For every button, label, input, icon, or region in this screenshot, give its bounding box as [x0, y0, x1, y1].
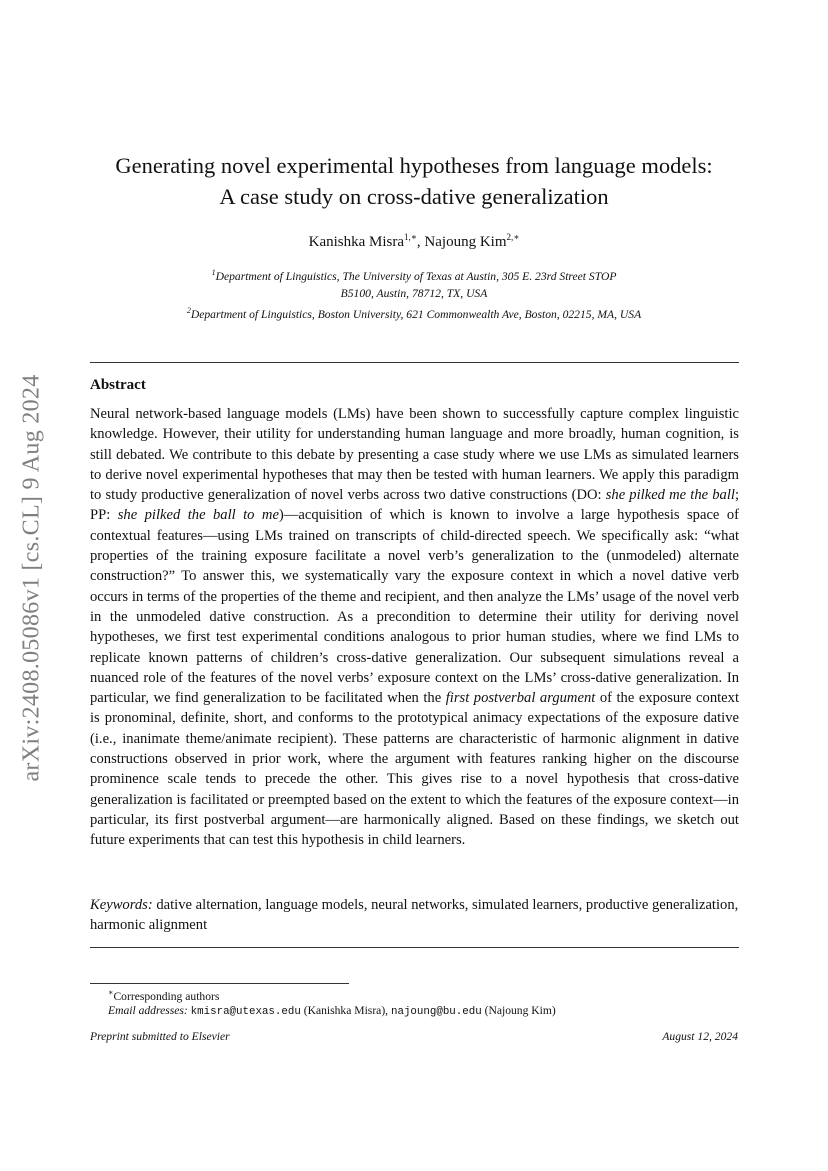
affiliation-1-mark: 1 — [211, 268, 216, 277]
keywords-list: dative alternation, language models, neural networks, simulated learners, productive generalization, harmonic alignment — [90, 897, 739, 934]
affiliations — [100, 264, 728, 323]
paper-title — [80, 150, 748, 212]
footnote-corresponding — [108, 988, 219, 1003]
footnote-rule — [90, 983, 349, 984]
emphasis-first-postverbal: first postverbal argument — [445, 690, 596, 707]
abstract-part-1: Neural network-based language models (LMs) have been shown to successfully capture complex linguistic knowledge. However, their utility for understanding human language and more broadly, human cognition, is still debated. We contribute to this debate by presenting a case study where we use LMs as simulated learners to derive novel experimental hypotheses that may then be tested with human learners. We apply this paradigm to study productive generalization of novel verbs across two dative constructions (DO: — [90, 406, 739, 504]
pp-example: she pilked the ball to me — [117, 507, 279, 524]
email-link-2[interactable]: najoung@bu.edu — [390, 1006, 482, 1018]
affiliation-1 — [100, 264, 728, 285]
do-example: she pilked me the ball — [605, 487, 735, 504]
abstract-part-4: of the exposure context is pronominal, definite, short, and conforms to the prototypical animacy expectations of the exposure dative (i.e., inanimate theme/animate recipient). These patterns are characteristic of harmonic alignment in dative constructions observed in prior work, where the argument with features ranking higher on the discourse prominence scale tends to precede the other. This gives rise to a novel hypothesis that cross-dative generalization is facilitated or preempted based on the extent to which the features of the exposure context—in particular, its first postverbal argument—are harmonically aligned. Based on these findings, we sketch out future experiments that can test this hypothesis in child learners. — [90, 690, 740, 849]
top-rule — [90, 362, 739, 363]
footnote-star: ∗ — [108, 988, 114, 997]
arxiv-watermark — [10, 365, 54, 790]
author-separator: , — [416, 234, 425, 250]
author-list — [80, 232, 748, 251]
preprint-note: Preprint submitted to Elsevier — [90, 1030, 230, 1043]
email-name-1: (Kanishka Misra), — [300, 1004, 391, 1017]
footnote-corresponding-text: Corresponding authors — [113, 989, 220, 1003]
abstract-body — [90, 404, 739, 851]
affiliation-2 — [100, 302, 728, 323]
keywords — [90, 895, 739, 936]
email-name-2: (Najoung Kim) — [481, 1004, 556, 1017]
title-line-2: A case study on cross-dative generalization — [219, 184, 609, 209]
email-link-1[interactable]: kmisra@utexas.edu — [190, 1006, 301, 1018]
author-1: Kanishka Misra — [308, 234, 405, 250]
affiliation-1-line-2: B5100, Austin, 78712, TX, USA — [340, 286, 488, 300]
abstract-part-3: )—acquisition of which is known to involve a large hypothesis space of contextual features—using LMs trained on transcripts of child-directed speech. We specifically ask: “what properties of the training exposure facilitate a novel verb’s generalization to the (unmodeled) alternate construction?” To answer this, we systematically vary the exposure context in which a novel dative verb occurs in terms of the properties of the theme and recipient, and then analyze the LMs’ usage of the novel verb in the unmodeled dative construction. As a precondition to determine their utility for deriving novel hypotheses, we first test experimental conditions analogous to prior human studies, where we find LMs to replicate known patterns of children’s cross-dative generalization. Our subsequent simulations reveal a nuanced role of the features of the novel verbs’ exposure context on the LMs’ cross-dative generalization. In particular, we find generalization to be facilitated when the — [90, 507, 739, 707]
title-line-1: Generating novel experimental hypotheses from language models: — [115, 153, 713, 178]
arxiv-id: arXiv:2408.05086v1 [cs.CL] 9 Aug 2024 — [18, 373, 45, 782]
keywords-label: Keywords: — [90, 897, 153, 913]
author-2-affil-mark: 2,∗ — [506, 232, 520, 242]
author-1-affil-mark: 1,∗ — [404, 232, 417, 242]
affiliation-1-line-1: Department of Linguistics, The University of Texas at Austin, 305 E. 23rd Street STOP — [215, 269, 617, 283]
email-label: Email addresses: — [108, 1004, 188, 1017]
author-2: Najoung Kim — [424, 234, 507, 250]
footnote-emails — [108, 1004, 556, 1018]
preprint-date: August 12, 2024 — [662, 1030, 738, 1043]
affiliation-2-mark: 2 — [186, 305, 191, 315]
bottom-rule — [90, 947, 739, 948]
abstract-heading: Abstract — [90, 377, 146, 393]
affiliation-2-text: Department of Linguistics, Boston University, 621 Commonwealth Ave, Boston, 02215, MA, USA — [190, 307, 642, 321]
abstract-part-2: ; PP: — [90, 487, 739, 524]
